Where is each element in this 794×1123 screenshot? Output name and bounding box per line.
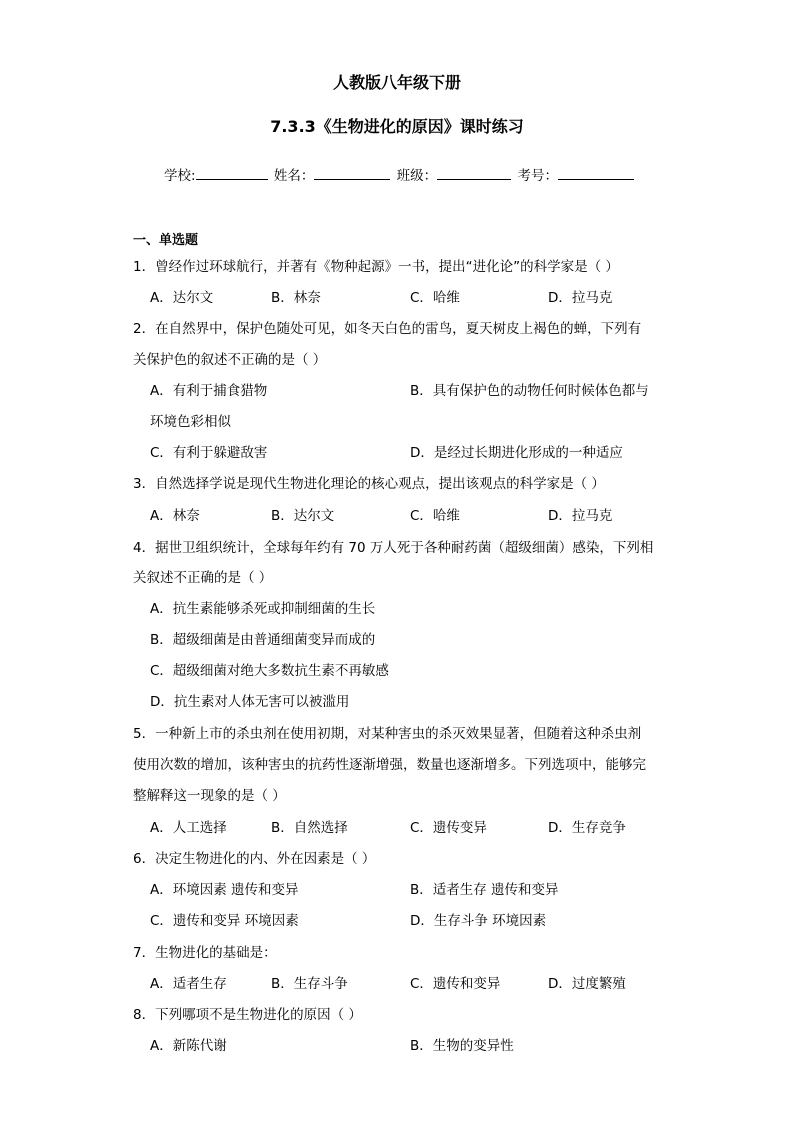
question-3-option-c[interactable]: C．哈维 [410, 508, 460, 524]
question-1-option-d[interactable]: D．拉马克 [548, 290, 613, 306]
question-4-option-a[interactable]: A．抗生素能够杀死或抑制细菌的生长 [150, 601, 376, 617]
number-blank[interactable] [558, 165, 634, 180]
question-1-option-a[interactable]: A．达尔文 [150, 290, 214, 306]
question-5-stem-line-1: 5．一种新上市的杀虫剂在使用初期，对某种害虫的杀灭效果显著，但随着这种杀虫剂 [133, 726, 642, 742]
question-6-option-d[interactable]: D．生存斗争 环境因素 [410, 913, 547, 929]
question-3-option-b[interactable]: B．达尔文 [271, 508, 335, 524]
question-4-stem-line-1: 4．据世卫组织统计，全球每年约有 70 万人死于各种耐药菌（超级细菌）感染，下列相 [133, 540, 654, 556]
question-2-option-c[interactable]: C．有利于躲避敌害 [150, 445, 268, 461]
question-4-option-d[interactable]: D．抗生素对人体无害可以被滥用 [150, 694, 350, 710]
question-6-option-b[interactable]: B．适者生存 遗传和变异 [410, 882, 559, 898]
question-7-option-b[interactable]: B．生存斗争 [271, 976, 348, 992]
class-blank[interactable] [437, 165, 511, 180]
question-3-stem: 3．自然选择学说是现代生物进化理论的核心观点，提出该观点的科学家是（ ） [133, 476, 605, 492]
question-2-option-d[interactable]: D．是经过长期进化形成的一种适应 [410, 445, 623, 461]
question-7-option-a[interactable]: A．适者生存 [150, 976, 227, 992]
question-2-stem-line-2: 关保护色的叙述不正确的是（ ） [133, 352, 327, 368]
question-6-option-a[interactable]: A．环境因素 遗传和变异 [150, 882, 299, 898]
class-label: 班级： [396, 168, 438, 184]
student-info-row [164, 164, 636, 184]
name-blank[interactable] [314, 165, 390, 180]
school-label: 学校: [164, 168, 196, 184]
question-2-option-b-continued: 环境色彩相似 [150, 414, 231, 430]
question-8-option-b[interactable]: B．生物的变异性 [410, 1038, 514, 1054]
question-2-option-a[interactable]: A．有利于捕食猎物 [150, 383, 268, 399]
question-5-option-c[interactable]: C．遗传变异 [410, 820, 487, 836]
number-label: 考号： [517, 168, 558, 184]
question-8-stem: 8．下列哪项不是生物进化的原因（ ） [133, 1007, 362, 1023]
lesson-title: 7.3.3《生物进化的原因》课时练习 [270, 117, 524, 136]
question-5-stem-line-3: 整解释这一现象的是（ ） [133, 788, 286, 804]
question-5-option-d[interactable]: D．生存竞争 [548, 820, 626, 836]
question-4-option-b[interactable]: B．超级细菌是由普通细菌变异而成的 [150, 632, 376, 648]
question-1-option-b[interactable]: B．林奈 [271, 290, 321, 306]
school-blank[interactable] [196, 165, 268, 180]
question-7-option-c[interactable]: C．遗传和变异 [410, 976, 501, 992]
question-7-option-d[interactable]: D．过度繁殖 [548, 976, 626, 992]
question-6-stem: 6．决定生物进化的内、外在因素是（ ） [133, 851, 376, 867]
question-4-option-c[interactable]: C．超级细菌对绝大多数抗生素不再敏感 [150, 663, 389, 679]
question-5-stem-line-2: 使用次数的增加，该种害虫的抗药性逐渐增强，数量也逐渐增多。下列选项中，能够完 [133, 757, 646, 773]
question-4-stem-line-2: 关叙述不正确的是（ ） [133, 570, 273, 586]
question-2-stem-line-1: 2．在自然界中，保护色随处可见，如冬天白色的雷鸟，夏天树皮上褐色的蝉，下列有 [133, 321, 642, 337]
question-3-option-a[interactable]: A．林奈 [150, 508, 200, 524]
section-title: 一、单选题 [133, 233, 199, 248]
question-7-stem: 7．生物进化的基础是： [133, 945, 277, 961]
question-1-stem: 1．曾经作过环球航行，并著有《物种起源》一书，提出“进化论”的科学家是（ ） [133, 259, 619, 275]
question-3-option-d[interactable]: D．拉马克 [548, 508, 613, 524]
name-label: 姓名： [273, 168, 315, 184]
question-8-option-a[interactable]: A．新陈代谢 [150, 1038, 227, 1054]
question-5-option-b[interactable]: B．自然选择 [271, 820, 348, 836]
question-2-option-b[interactable]: B．具有保护色的动物任何时候体色都与 [410, 383, 649, 399]
page-title: 人教版八年级下册 [332, 73, 461, 92]
question-1-option-c[interactable]: C．哈维 [410, 290, 460, 306]
question-5-option-a[interactable]: A．人工选择 [150, 820, 227, 836]
question-6-option-c[interactable]: C．遗传和变异 环境因素 [150, 913, 299, 929]
